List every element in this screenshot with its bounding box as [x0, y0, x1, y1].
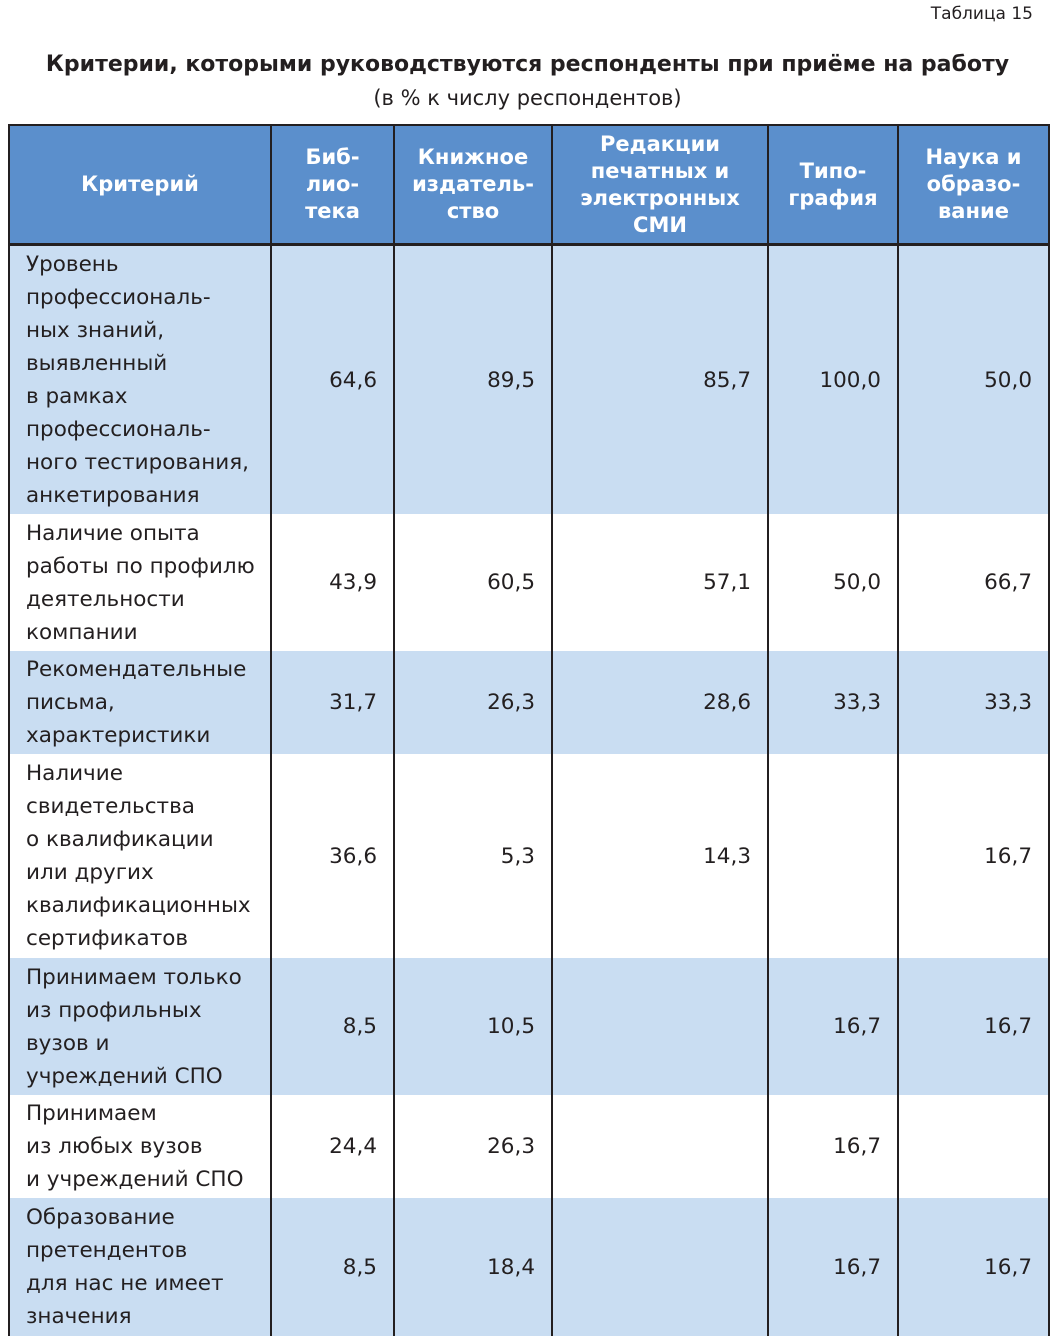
header-line: издатель- [412, 172, 534, 196]
value-science-education: 16,7 [899, 1198, 1048, 1336]
value-media-editorial: 57,1 [553, 514, 769, 651]
header-science-education [899, 126, 1048, 246]
criterion-cell [10, 246, 272, 514]
criterion-line: учреждений СПО [26, 1063, 223, 1089]
value-printing: 16,7 [769, 1095, 899, 1198]
value-science-education: 33,3 [899, 651, 1048, 754]
value-printing: 100,0 [769, 246, 899, 514]
table-number-label: Таблица 15 [930, 4, 1033, 24]
criterion-line: характеристики [26, 723, 211, 748]
value-printing: 33,3 [769, 651, 899, 754]
criterion-line: или других [26, 860, 154, 885]
criterion-cell [10, 958, 272, 1095]
value-book-publishing: 60,5 [395, 514, 553, 651]
header-line: Книжное [417, 145, 529, 169]
header-printing [769, 126, 899, 246]
header-media-editorial [553, 126, 769, 246]
criterion-cell [10, 1095, 272, 1198]
criterion-line: из профильных [26, 997, 202, 1023]
criterion-line: Принимаем [26, 1101, 157, 1126]
value-library: 64,6 [272, 246, 395, 514]
value-book-publishing: 26,3 [395, 1095, 553, 1198]
criterion-line: претендентов [26, 1238, 188, 1263]
value-media-editorial: 85,7 [553, 246, 769, 514]
header-line: образо- [926, 172, 1021, 196]
criterion-line: Образование [26, 1205, 175, 1230]
header-line: графия [788, 185, 878, 210]
header-line: вание [938, 199, 1009, 223]
value-book-publishing: 89,5 [395, 246, 553, 514]
header-library [272, 126, 395, 246]
value-printing: 16,7 [769, 1198, 899, 1336]
criterion-line: деятельности [26, 586, 185, 612]
criterion-line: Рекомендательные [26, 657, 247, 682]
criterion-line: и учреждений СПО [26, 1167, 244, 1192]
value-media-editorial [553, 1198, 769, 1336]
criterion-line: ного тестирования, [26, 450, 250, 475]
criterion-line: выявленный [26, 351, 168, 376]
value-book-publishing: 26,3 [395, 651, 553, 754]
criteria-table [8, 124, 1050, 1336]
criterion-line: профессиональ- [26, 417, 211, 442]
header-line: Биб- [305, 145, 360, 169]
header-line: Типо- [799, 158, 867, 183]
value-science-education: 66,7 [899, 514, 1048, 651]
value-printing [769, 754, 899, 958]
criterion-line: анкетирования [26, 483, 200, 508]
criterion-line: значения [26, 1304, 132, 1329]
criterion-line: Наличие опыта [26, 520, 200, 546]
criterion-cell [10, 1198, 272, 1336]
header-line: лио- [305, 172, 360, 196]
value-media-editorial: 14,3 [553, 754, 769, 958]
criterion-line: в рамках [26, 384, 128, 409]
criterion-line: из любых вузов [26, 1134, 203, 1159]
value-science-education: 16,7 [899, 958, 1048, 1095]
value-science-education [899, 1095, 1048, 1198]
value-printing: 16,7 [769, 958, 899, 1095]
value-library: 8,5 [272, 1198, 395, 1336]
criterion-line: письма, [26, 690, 115, 715]
header-line: Наука и [925, 145, 1022, 169]
table-title: Критерии, которыми руководствуются респонденты при приёме на работу [45, 52, 1010, 77]
header-line: Редакции [599, 131, 720, 156]
table-subtitle: (в % к числу респондентов) [373, 86, 682, 110]
value-science-education: 50,0 [899, 246, 1048, 514]
value-book-publishing: 10,5 [395, 958, 553, 1095]
criterion-line: работы по профилю [26, 553, 255, 579]
header-book-publishing [395, 126, 553, 246]
header-line: ство [446, 199, 500, 223]
criterion-line: профессиональ- [26, 285, 211, 310]
criterion-line: вузов и [26, 1030, 110, 1056]
criterion-cell [10, 754, 272, 958]
criterion-line: о квалификации [26, 827, 214, 852]
criterion-cell [10, 651, 272, 754]
header-line: электронных [580, 185, 740, 210]
header-line: печатных и [590, 158, 730, 183]
value-book-publishing: 5,3 [395, 754, 553, 958]
value-library: 43,9 [272, 514, 395, 651]
criterion-line: квалификационных [26, 893, 251, 918]
value-media-editorial [553, 1095, 769, 1198]
criterion-line: Наличие [26, 761, 123, 786]
value-library: 8,5 [272, 958, 395, 1095]
criterion-cell [10, 514, 272, 651]
header-line: тека [305, 199, 360, 223]
criterion-line: Принимаем только [26, 964, 242, 990]
value-library: 24,4 [272, 1095, 395, 1198]
value-science-education: 16,7 [899, 754, 1048, 958]
value-printing: 50,0 [769, 514, 899, 651]
criterion-line: свидетельства [26, 794, 195, 819]
value-library: 36,6 [272, 754, 395, 958]
criterion-line: компании [26, 619, 138, 645]
criterion-line: Уровень [26, 252, 119, 277]
value-media-editorial: 28,6 [553, 651, 769, 754]
header-criterion [10, 126, 272, 246]
value-media-editorial [553, 958, 769, 1095]
header-line: СМИ [633, 212, 687, 237]
criterion-line: сертификатов [26, 926, 189, 951]
criterion-line: ных знаний, [26, 318, 165, 343]
criterion-line: для нас не имеет [26, 1271, 224, 1296]
header-line: Критерий [81, 172, 199, 196]
value-library: 31,7 [272, 651, 395, 754]
value-book-publishing: 18,4 [395, 1198, 553, 1336]
